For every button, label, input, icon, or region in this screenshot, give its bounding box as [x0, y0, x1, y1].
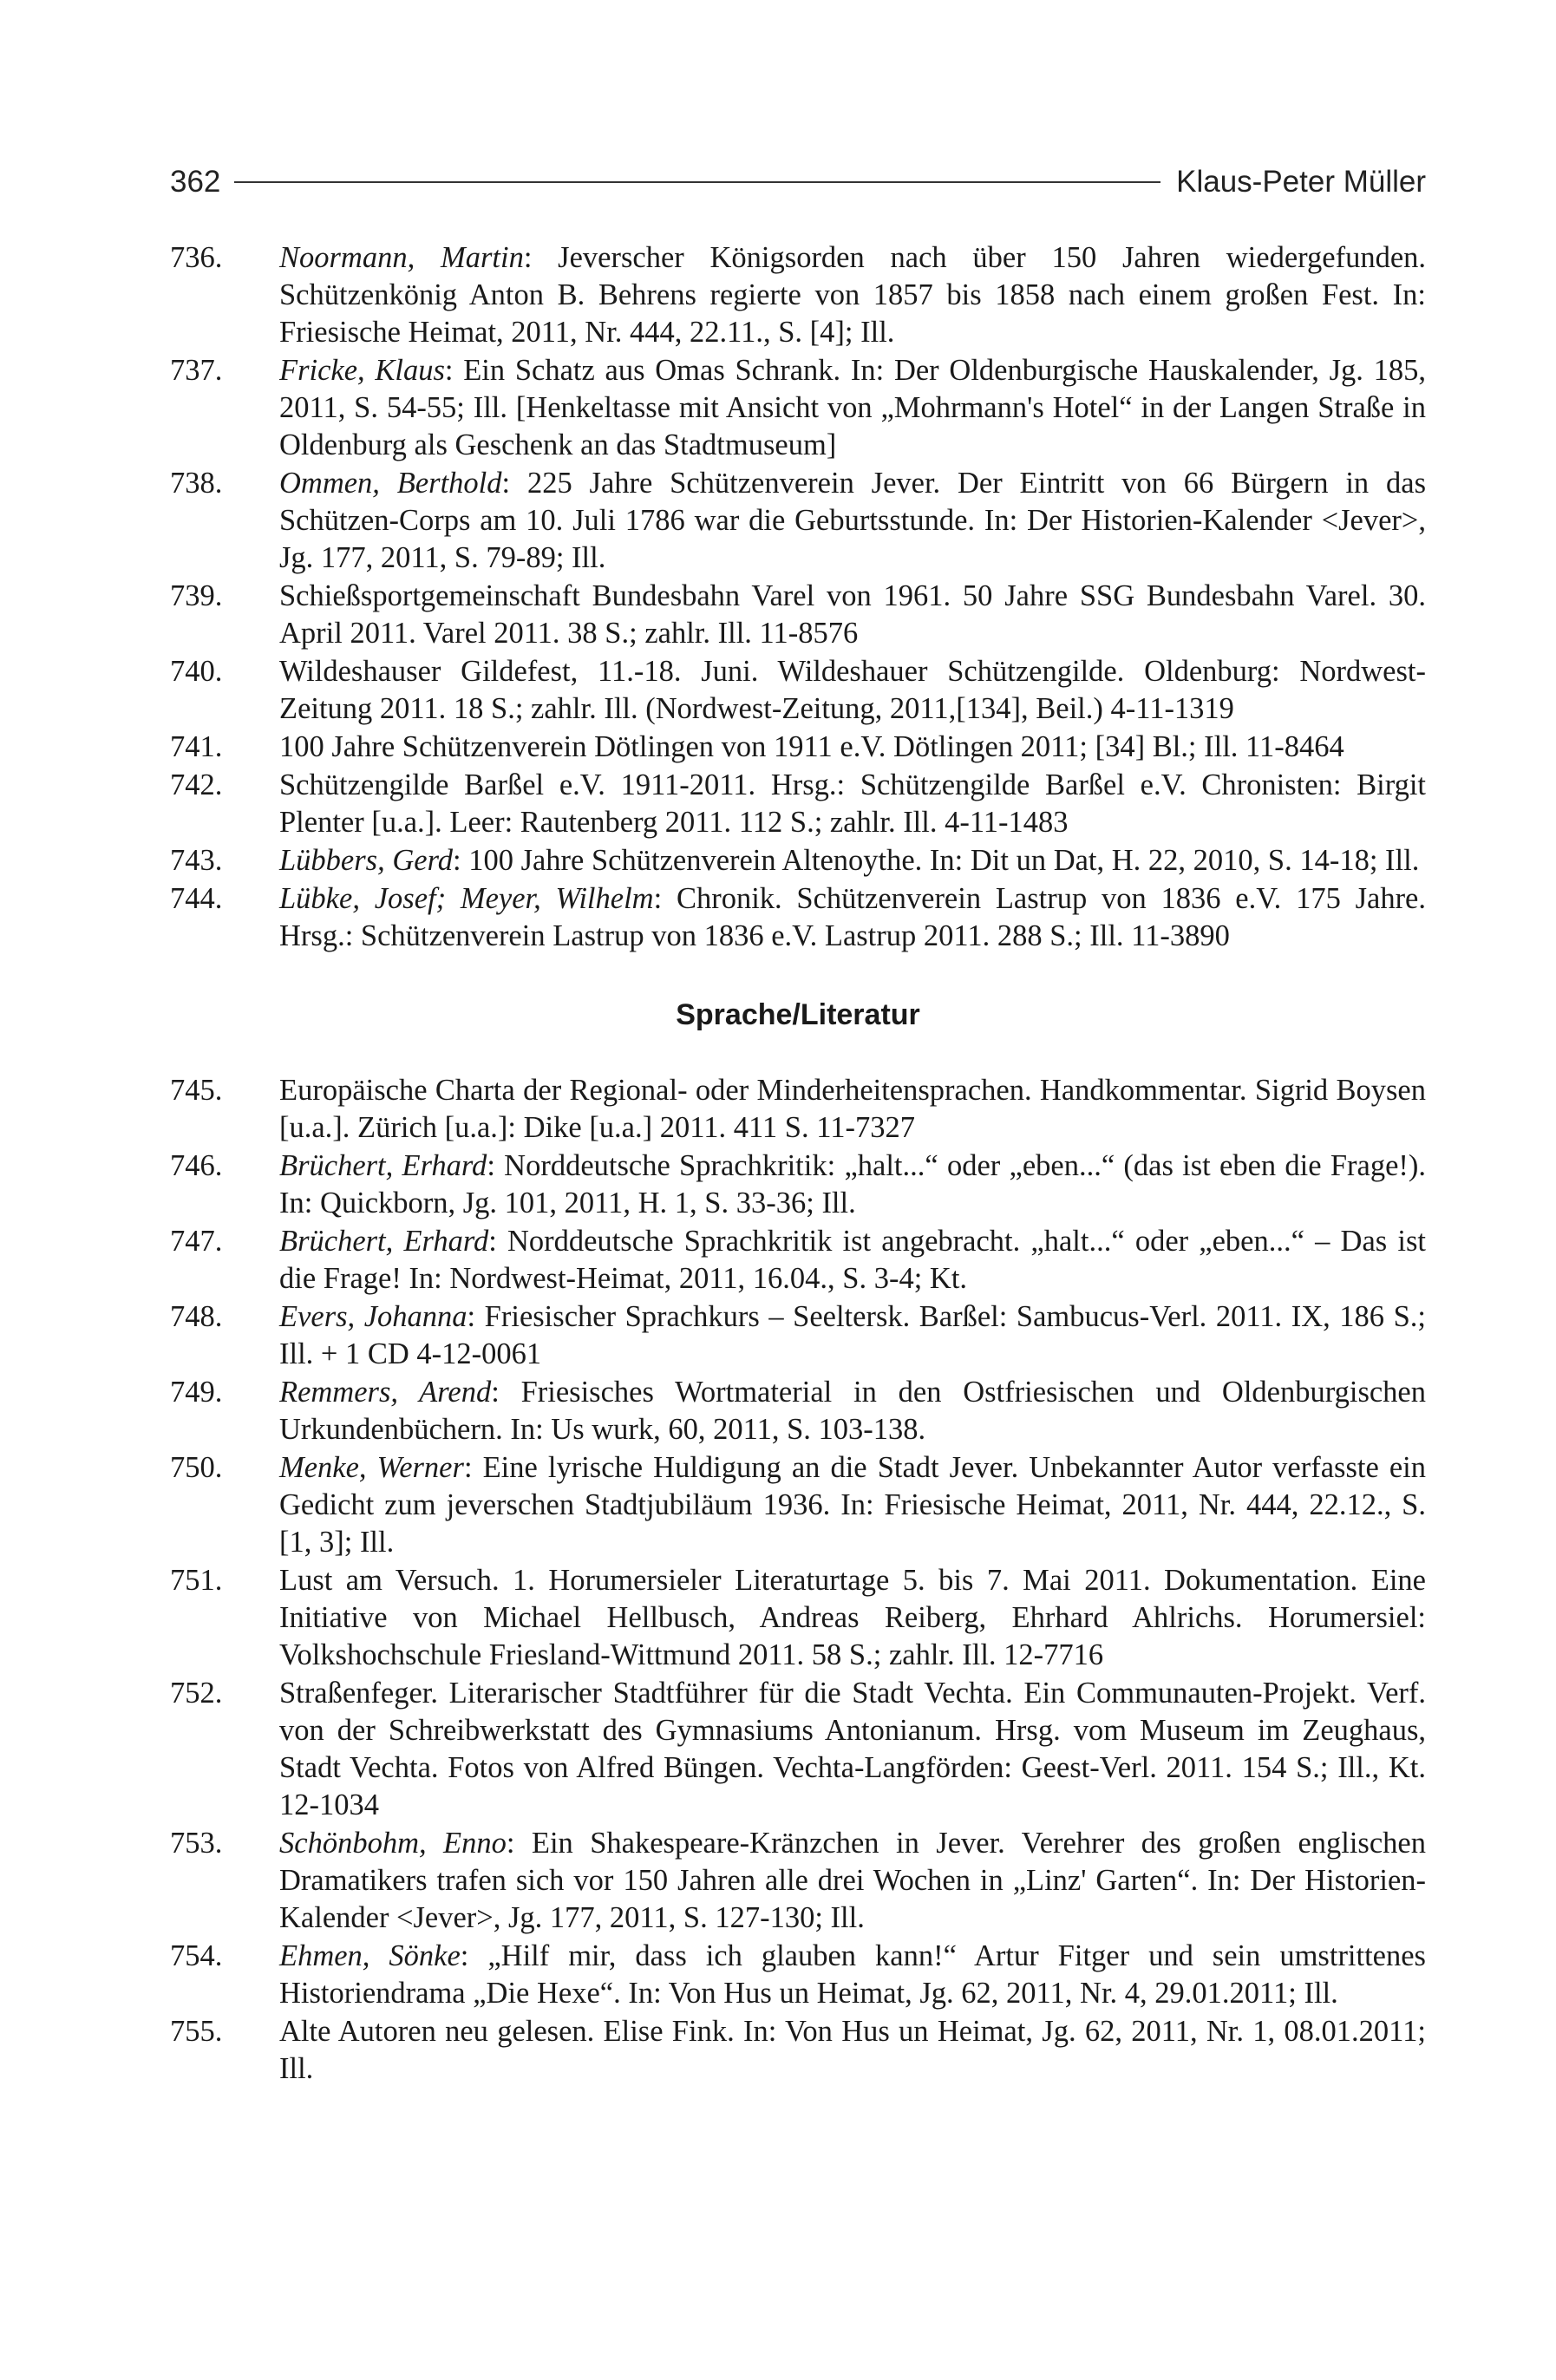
bibliography-entry	[170, 1148, 1426, 1222]
bibliography-entry	[170, 653, 1426, 728]
entry-number: 755.	[170, 2015, 223, 2048]
entry-text	[226, 842, 1426, 879]
entry-text	[226, 2013, 1426, 2088]
entry-author: Evers, Johanna	[279, 1300, 467, 1333]
entry-author: Fricke, Klaus	[279, 354, 445, 387]
entry-text	[226, 1449, 1426, 1561]
entry-body: : 225 Jahre Schützenverein Jever. Der Eintritt von 66 Bürgern in das Schützen-Corps am 10. Juli 1786 war die Geburtsstunde. In: Der Historien-Kalender <Jever>, Jg. 177, 2011, S. 79-89; Ill.	[279, 467, 1426, 574]
entry-body: Europäische Charta der Regional- oder Minderheitensprachen. Handkommentar. Sigrid Boysen [u.a.]. Zürich [u.a.]: Dike [u.a.] 2011. 411 S. 11-7327	[279, 1074, 1426, 1144]
entry-author: Brüchert, Erhard	[279, 1225, 489, 1258]
entry-text	[226, 880, 1426, 955]
entry-text	[226, 1298, 1426, 1373]
entry-body: Straßenfeger. Literarischer Stadtführer für die Stadt Vechta. Ein Communauten-Projekt. Verf. von der Schreibwerkstatt des Gymnasiums Antonianum. Hrsg. vom Museum im Zeughaus, Stadt Vechta. Fotos von Alfred Büngen. Vechta-Langförden: Geest-Verl. 2011. 154 S.; Ill., Kt. 12-1034	[279, 1677, 1426, 1821]
entries-section-1	[170, 239, 1426, 955]
entry-author: Ommen, Berthold	[279, 467, 502, 500]
entry-body: : „Hilf mir, dass ich glauben kann!“ Artur Fitger und sein umstrittenes Historiendrama „Die Hexe“. In: Von Hus un Heimat, Jg. 62, 2011, Nr. 4, 29.01.2011; Ill.	[279, 1939, 1426, 2010]
entry-text	[226, 1675, 1426, 1824]
header-rule	[234, 181, 1160, 183]
bibliography-entry	[170, 465, 1426, 577]
entries-section-2	[170, 1072, 1426, 2088]
bibliography-entry	[170, 1449, 1426, 1561]
bibliography-entry	[170, 1374, 1426, 1448]
bibliography-entry	[170, 239, 1426, 351]
entry-body: Wildeshauser Gildefest, 11.-18. Juni. Wildeshauer Schützengilde. Oldenburg: Nordwest-Zeitung 2011. 18 S.; zahlr. Ill. (Nordwest-Zeitung, 2011,[134], Beil.) 4-11-1319	[279, 655, 1426, 725]
entry-number: 743.	[170, 844, 223, 877]
entry-number: 752.	[170, 1677, 223, 1710]
entry-text	[226, 653, 1426, 728]
section-heading: Sprache/Literatur	[676, 998, 920, 1031]
entry-number: 744.	[170, 882, 223, 915]
bibliography-entry	[170, 1938, 1426, 2012]
entry-body: Schießsportgemeinschaft Bundesbahn Varel von 1961. 50 Jahre SSG Bundesbahn Varel. 30. April 2011. Varel 2011. 38 S.; zahlr. Ill. 11-8576	[279, 579, 1426, 650]
entry-text	[226, 1562, 1426, 1674]
bibliography-entry	[170, 1675, 1426, 1824]
entry-body: Schützengilde Barßel e.V. 1911-2011. Hrsg.: Schützengilde Barßel e.V. Chronisten: Birgit Plenter [u.a.]. Leer: Rautenberg 2011. 112 S.; zahlr. Ill. 4-11-1483	[279, 768, 1426, 839]
entry-number: 748.	[170, 1300, 223, 1333]
entry-author: Ehmen, Sönke	[279, 1939, 461, 1972]
bibliography-entry	[170, 1072, 1426, 1147]
entry-text	[226, 1825, 1426, 1937]
entry-number: 753.	[170, 1827, 223, 1860]
entry-author: Lübke, Josef; Meyer, Wilhelm	[279, 882, 654, 915]
document-page	[170, 156, 1426, 2089]
entry-body: : Ein Shakespeare-Kränzchen in Jever. Verehrer des großen englischen Dramatikers trafen sich vor 150 Jahren alle drei Wochen in „Linz' Garten“. In: Der Historien-Kalender <Jever>, Jg. 177, 2011, S. 127-130; Ill.	[279, 1827, 1426, 1934]
entry-number: 738.	[170, 467, 223, 500]
entry-text	[226, 1938, 1426, 2012]
entry-body: : Norddeutsche Sprachkritik: „halt...“ oder „eben...“ (das ist eben die Frage!). In: Quickborn, Jg. 101, 2011, H. 1, S. 33-36; Ill.	[279, 1149, 1426, 1219]
entry-body: : Norddeutsche Sprachkritik ist angebracht. „halt...“ oder „eben...“ – Das ist die Frage! In: Nordwest-Heimat, 2011, 16.04., S. 3-4; Kt.	[279, 1225, 1426, 1295]
entry-body: : Chronik. Schützenverein Lastrup von 1836 e.V. 175 Jahre. Hrsg.: Schützenverein Lastrup von 1836 e.V. Lastrup 2011. 288 S.; Ill. 11-3890	[279, 882, 1426, 952]
entry-author: Remmers, Arend	[279, 1376, 492, 1409]
entry-number: 754.	[170, 1939, 223, 1972]
entry-text	[226, 239, 1426, 351]
page-number: 362	[170, 165, 221, 199]
entry-text	[226, 1374, 1426, 1448]
entry-text	[226, 1148, 1426, 1222]
entry-body: : Eine lyrische Huldigung an die Stadt Jever. Unbekannter Autor verfasste ein Gedicht zum jeverschen Stadtjubiläum 1936. In: Friesische Heimat, 2011, Nr. 444, 22.12., S. [1, 3]; Ill.	[279, 1451, 1426, 1559]
entry-number: 736.	[170, 241, 223, 274]
entry-text	[226, 352, 1426, 464]
bibliography-entry	[170, 767, 1426, 841]
bibliography-entry	[170, 352, 1426, 464]
entry-text	[226, 1223, 1426, 1298]
entry-body: Lust am Versuch. 1. Horumersieler Literaturtage 5. bis 7. Mai 2011. Dokumentation. Eine Initiative von Michael Hellbusch, Andreas Reiberg, Ehrhard Ahlrichs. Horumersiel: Volkshochschule Friesland-Wittmund 2011. 58 S.; zahlr. Ill. 12-7716	[279, 1564, 1426, 1671]
entry-text	[226, 578, 1426, 652]
bibliography-entry	[170, 2013, 1426, 2088]
entry-number: 745.	[170, 1074, 223, 1107]
bibliography-entry	[170, 729, 1426, 766]
bibliography-entry	[170, 1562, 1426, 1674]
bibliography-entry	[170, 1825, 1426, 1937]
bibliography-entry	[170, 1223, 1426, 1298]
entry-number: 750.	[170, 1451, 223, 1484]
entry-number: 747.	[170, 1225, 223, 1258]
page-header	[170, 156, 1426, 208]
entry-number: 741.	[170, 730, 223, 763]
entry-number: 740.	[170, 655, 223, 688]
entry-author: Brüchert, Erhard	[279, 1149, 487, 1182]
entry-number: 739.	[170, 579, 223, 612]
entry-author: Menke, Werner	[279, 1451, 464, 1484]
entry-body: 100 Jahre Schützenverein Dötlingen von 1911 e.V. Dötlingen 2011; [34] Bl.; Ill. 11-8464	[279, 730, 1344, 763]
bibliography-entry	[170, 880, 1426, 955]
entry-body: : Jeverscher Königsorden nach über 150 Jahren wiedergefunden. Schützenkönig Anton B. Behrens regierte von 1857 bis 1858 nach einem großen Fest. In: Friesische Heimat, 2011, Nr. 444, 22.11., S. [4]; Ill.	[279, 241, 1427, 349]
entry-text	[226, 465, 1426, 577]
bibliography-entry	[170, 578, 1426, 652]
entry-text	[226, 729, 1426, 766]
entry-number: 751.	[170, 1564, 223, 1597]
entry-body: : Ein Schatz aus Omas Schrank. In: Der Oldenburgische Hauskalender, Jg. 185, 2011, S. 54-55; Ill. [Henkeltasse mit Ansicht von „Mohrmann's Hotel“ in der Langen Straße in Oldenburg als Geschenk an das Stadtmuseum]	[279, 354, 1426, 461]
entry-author: Lübbers, Gerd	[279, 844, 453, 877]
entry-text	[226, 767, 1426, 841]
entry-body: Alte Autoren neu gelesen. Elise Fink. In: Von Hus un Heimat, Jg. 62, 2011, Nr. 1, 08.01.2011; Ill.	[279, 2015, 1426, 2085]
bibliography-entry	[170, 842, 1426, 879]
entry-number: 742.	[170, 768, 223, 801]
running-title: Klaus-Peter Müller	[1176, 165, 1426, 199]
entry-author: Noormann, Martin	[279, 241, 524, 274]
bibliography-entry	[170, 1298, 1426, 1373]
entry-number: 749.	[170, 1376, 223, 1409]
entry-author: Schönbohm, Enno	[279, 1827, 507, 1860]
entry-body: : Friesisches Wortmaterial in den Ostfriesischen und Oldenburgischen Urkundenbüchern. In: Us wurk, 60, 2011, S. 103-138.	[279, 1376, 1426, 1446]
entry-number: 737.	[170, 354, 223, 387]
entry-body: : 100 Jahre Schützenverein Altenoythe. In: Dit un Dat, H. 22, 2010, S. 14-18; Ill.	[452, 844, 1420, 877]
entry-number: 746.	[170, 1149, 223, 1182]
entry-body: : Friesischer Sprachkurs – Seeltersk. Barßel: Sambucus-Verl. 2011. IX, 186 S.; Ill. + 1 CD 4-12-0061	[279, 1300, 1426, 1370]
entry-text	[226, 1072, 1426, 1147]
